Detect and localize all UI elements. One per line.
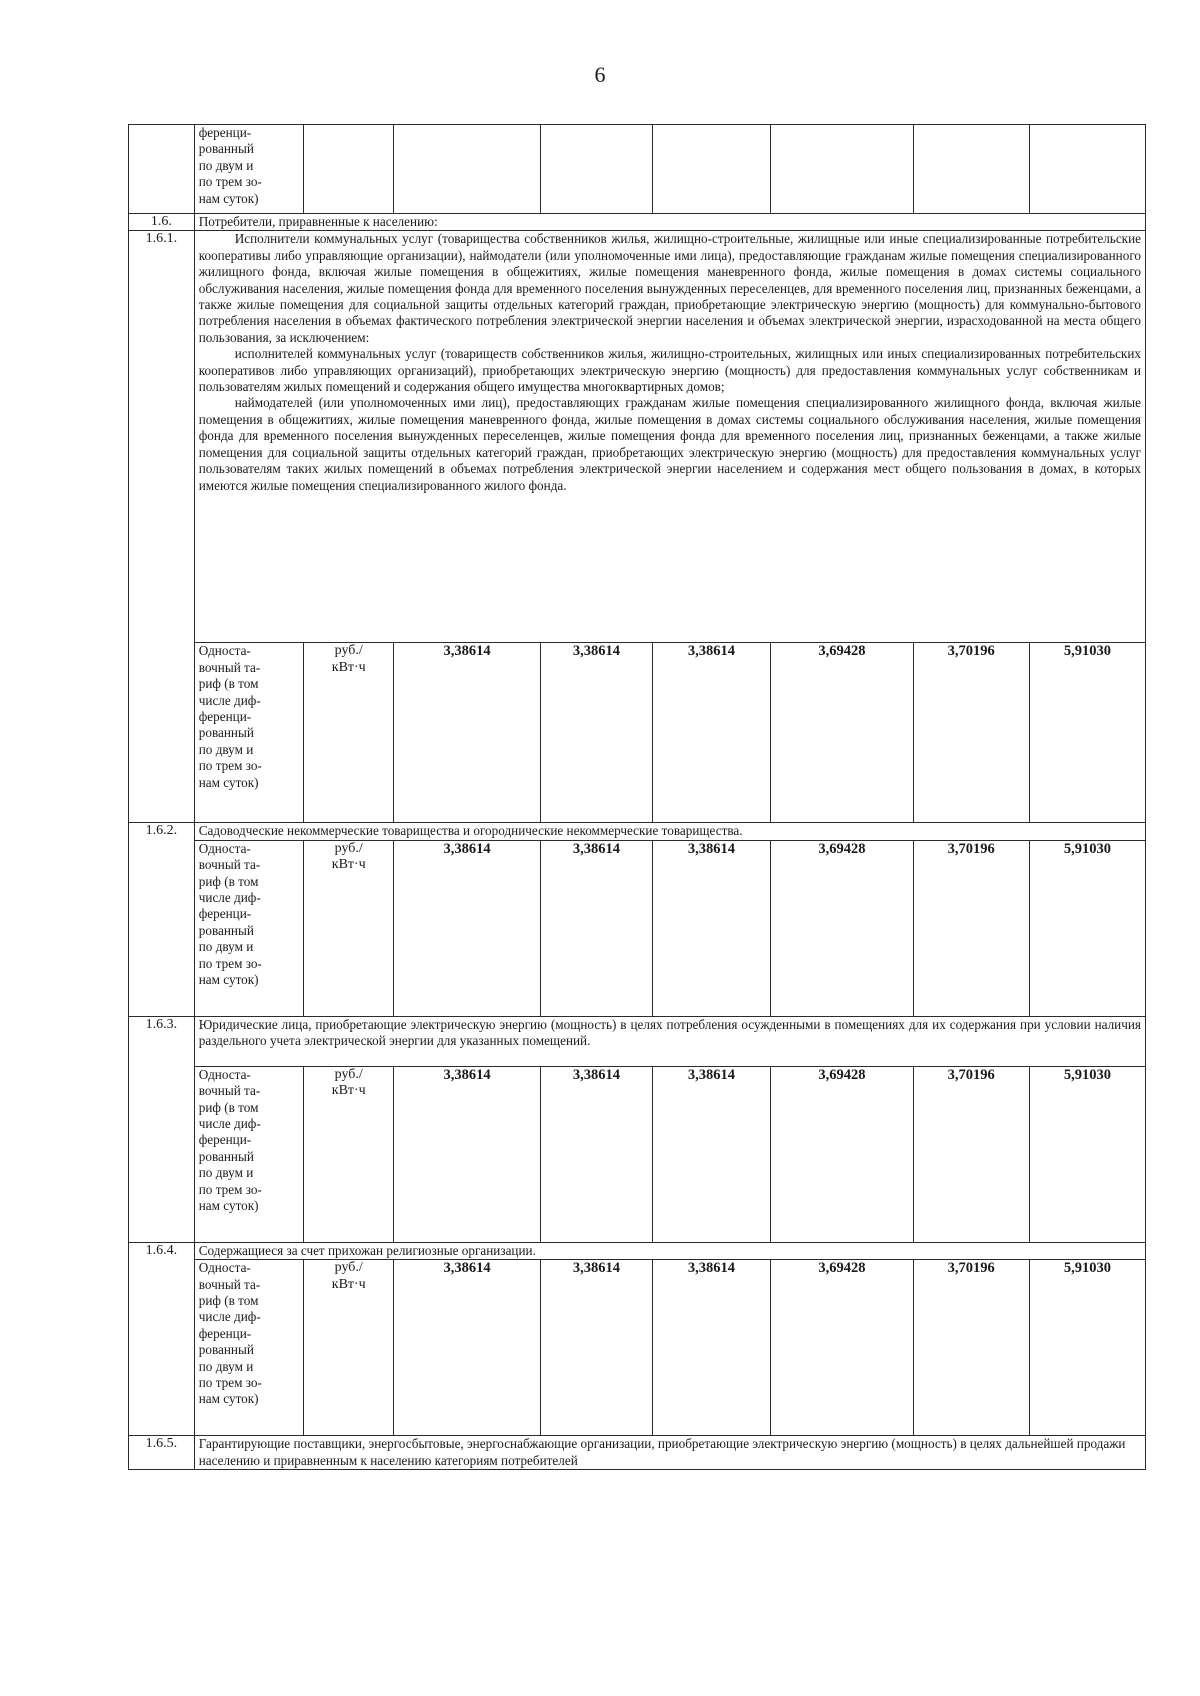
section-row-1-6-3-title	[129, 1016, 1146, 1066]
section-number: 1.6.1.	[129, 231, 195, 823]
tariff-value: 3,69428	[771, 643, 913, 823]
tariff-row	[129, 643, 1146, 823]
section-title: Содержащиеся за счет прихожан религиозные организации.	[194, 1242, 1145, 1259]
tariff-value: 3,38614	[652, 840, 770, 1016]
tariff-value: 3,38614	[541, 1066, 653, 1242]
tariff-value: 3,38614	[394, 1066, 541, 1242]
unit-cell: руб./ кВт·ч	[304, 1260, 394, 1436]
section-title: Гарантирующие поставщики, энергосбытовые, энергоснабжающие организации, приобретающие электрическую энергию (мощность) в целях дальнейшей продажи населению и приравненным к населению категориям потребителей	[194, 1436, 1145, 1470]
section-row-1-6	[129, 214, 1146, 231]
tariff-value: 3,38614	[652, 1066, 770, 1242]
tariff-value: 3,70196	[913, 1260, 1029, 1436]
unit-cell: руб./ кВт·ч	[304, 643, 394, 823]
tariff-label: Односта- вочный та- риф (в том числе диф- ференци- рованный по двум и по трем зо- нам суток)	[194, 1066, 304, 1242]
tariff-table	[128, 124, 1146, 1470]
tariff-value: 3,38614	[652, 643, 770, 823]
unit-cell: руб./ кВт·ч	[304, 840, 394, 1016]
section-row-1-6-5-title	[129, 1436, 1146, 1470]
tariff-value: 3,38614	[394, 1260, 541, 1436]
tariff-value: 5,91030	[1029, 1066, 1145, 1242]
continuation-label: ференци- рованный по двум и по трем зо- нам суток)	[194, 125, 304, 214]
tariff-value: 5,91030	[1029, 1260, 1145, 1436]
tariff-value: 3,70196	[913, 643, 1029, 823]
tariff-value: 3,69428	[771, 1260, 913, 1436]
section-number: 1.6.3.	[129, 1016, 195, 1242]
tariff-value: 3,70196	[913, 1066, 1029, 1242]
section-row-1-6-2-title	[129, 823, 1146, 840]
tariff-value: 3,69428	[771, 840, 913, 1016]
section-row-1-6-1-description	[129, 231, 1146, 643]
tariff-row	[129, 840, 1146, 1016]
tariff-value: 3,69428	[771, 1066, 913, 1242]
tariff-value: 5,91030	[1029, 643, 1145, 823]
tariff-label: Односта- вочный та- риф (в том числе диф- ференци- рованный по двум и по трем зо- нам суток)	[194, 643, 304, 823]
tariff-value: 5,91030	[1029, 840, 1145, 1016]
section-title: Потребители, приравненные к населению:	[194, 214, 1145, 231]
section-number: 1.6.2.	[129, 823, 195, 1016]
section-row-1-6-4-title	[129, 1242, 1146, 1259]
tariff-row	[129, 1260, 1146, 1436]
description-paragraph: исполнителей коммунальных услуг (товариществ собственников жилья, жилищно-строительных, жилищных или иных специализированных потребительских кооперативов либо управляющих организаций), приобретающих электрическую энергию (мощность) для предоставления коммунальных услуг собственникам и пользователям жилых помещений и содержания общего имущества многоквартирных домов;	[198, 346, 1141, 395]
section-title: Юридические лица, приобретающие электрическую энергию (мощность) в целях потребления осужденными в помещениях для их содержания при условии наличия раздельного учета электрической энергии для указанных помещений.	[194, 1016, 1145, 1066]
tariff-row	[129, 1066, 1146, 1242]
description-paragraph: наймодателей (или уполномоченных ими лиц), предоставляющих гражданам жилые помещения специализированного жилищного фонда, включая жилые помещения в общежитиях, жилые помещения маневренного фонда, жилые помещения в домах системы социального обслуживания населения, жилые помещения фонда для временного поселения вынужденных переселенцев, жилые помещения фонда для временного поселения лиц, признанных беженцами, а также жилые помещения для социальной защиты отдельных категорий граждан, приобретающих электрическую энергию (мощность) для предоставления коммунальных услуг пользователям таких жилых помещений в объемах потребления электрической энергии населением и содержания мест общего пользования в домах, в которых имеются жилые помещения специализированного жилого фонда.	[198, 395, 1141, 493]
tariff-value: 3,38614	[394, 840, 541, 1016]
page-number: 6	[594, 62, 606, 87]
tariff-label: Односта- вочный та- риф (в том числе диф- ференци- рованный по двум и по трем зо- нам суток)	[194, 1260, 304, 1436]
tariff-label: Односта- вочный та- риф (в том числе диф- ференци- рованный по двум и по трем зо- нам суток)	[194, 840, 304, 1016]
description-paragraph: Исполнители коммунальных услуг (товарищества собственников жилья, жилищно-строительные, жилищные или иные специализированные потребительские кооперативы либо управляющие организации), наймодатели (или уполномоченные ими лица), предоставляющие гражданам жилые помещения специализированного жилищного фонда, включая жилые помещения в общежитиях, жилые помещения маневренного фонда, жилые помещения в домах системы социального обслуживания населения, жилые помещения фонда для временного поселения вынужденных переселенцев, для временного поселения лиц, признанных беженцами, а также жилые помещения для социальной защиты отдельных категорий граждан, приобретающие электрическую энергию (мощность) для коммунально-бытового потребления населения в объемах фактического потребления электрической энергии населения и объемах электрической энергии, израсходованной на места общего пользования, за исключением:	[198, 231, 1141, 345]
number-cell-empty	[129, 125, 195, 214]
tariff-value: 3,38614	[541, 643, 653, 823]
continuation-row	[129, 125, 1146, 214]
tariff-value: 3,38614	[394, 643, 541, 823]
section-number: 1.6.5.	[129, 1436, 195, 1470]
tariff-value: 3,38614	[541, 840, 653, 1016]
section-title: Садоводческие некоммерческие товарищества и огороднические некоммерческие товарищества.	[194, 823, 1145, 840]
section-number: 1.6.	[129, 214, 195, 231]
unit-cell: руб./ кВт·ч	[304, 1066, 394, 1242]
section-number: 1.6.4.	[129, 1242, 195, 1435]
section-description	[194, 231, 1145, 643]
tariff-value: 3,70196	[913, 840, 1029, 1016]
tariff-value: 3,38614	[541, 1260, 653, 1436]
tariff-value: 3,38614	[652, 1260, 770, 1436]
